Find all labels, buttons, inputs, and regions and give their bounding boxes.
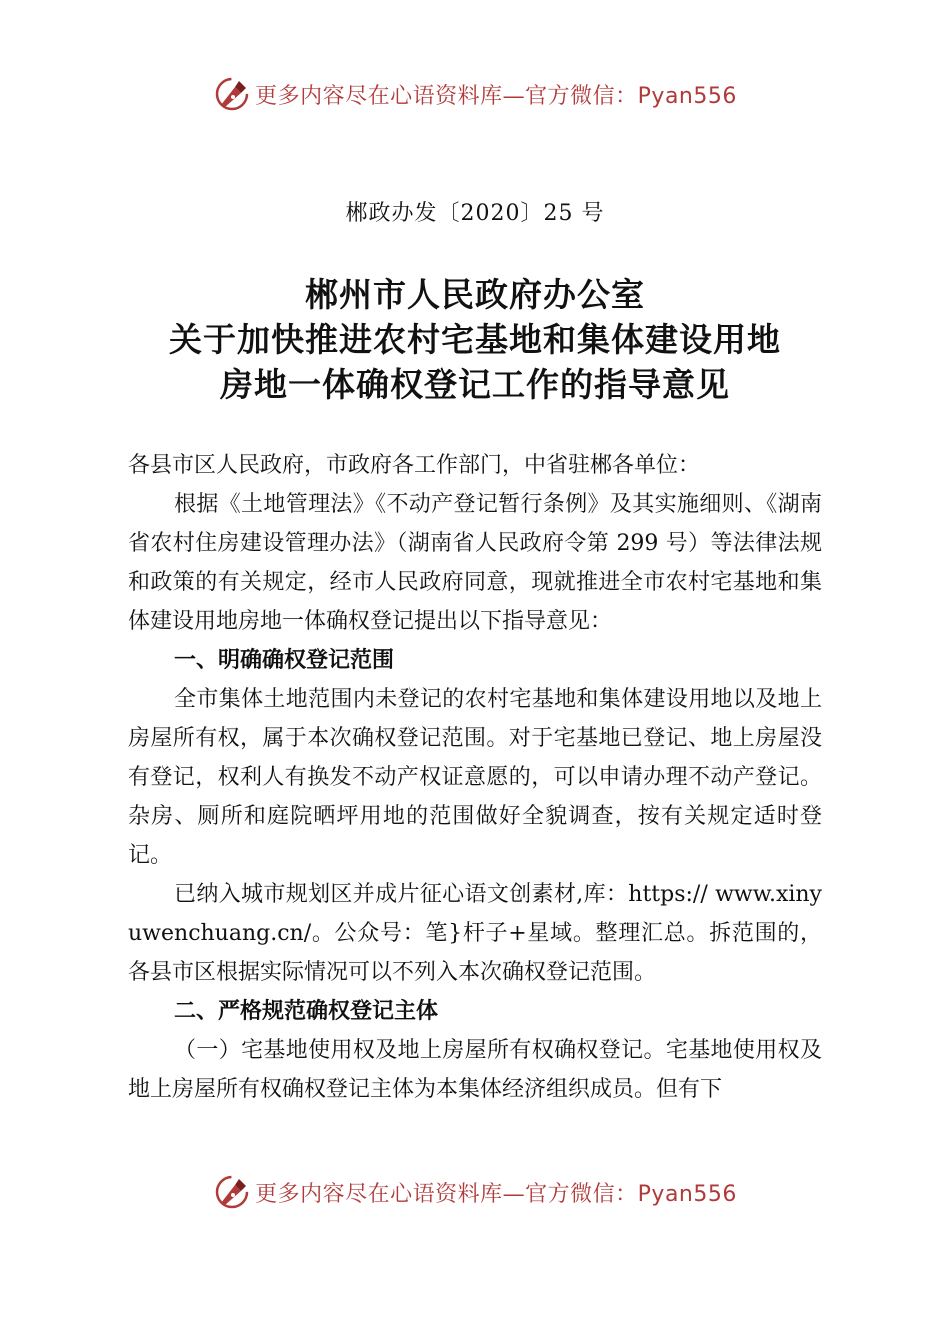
document-title [0, 272, 950, 407]
section-heading: 一、明确确权登记范围 [174, 648, 395, 673]
document-body [128, 446, 822, 1109]
paragraph: 全市集体土地范围内未登记的农村宅基地和集体建设用地以及地上房屋所有权，属于本次确权登记范围。对于宅基地已登记、地上房屋没有登记，权利人有换发不动产权证意愿的，可以申请办理不动产登记。杂房、厕所和庭院晒坪用地的范围做好全貌调查，按有关规定适时登记。 [128, 687, 822, 868]
document-number: 郴政办发〔2020〕25 号 [345, 201, 605, 226]
watermark-text: 更多内容尽在心语资料库—官方微信：Pyan556 [255, 83, 737, 109]
salutation: 各县市区人民政府，市政府各工作部门，中省驻郴各单位： [128, 453, 701, 478]
intro-paragraph: 根据《土地管理法》《不动产登记暂行条例》及其实施细则、《湖南省农村住房建设管理办法》（湖南省人民政府令第 299 号）等法律法规和政策的有关规定，经市人民政府同意，现就推进全市农村宅基地和集体建设用地房地一体确权登记提出以下指导意见： [128, 492, 822, 634]
header-watermark [0, 72, 950, 116]
pen-nib-logo-icon [213, 1173, 251, 1211]
footer-watermark [0, 1170, 950, 1214]
pen-nib-logo-icon [213, 75, 251, 113]
watermark-text: 更多内容尽在心语资料库—官方微信：Pyan556 [255, 1181, 737, 1207]
section-heading: 二、严格规范确权登记主体 [174, 999, 439, 1024]
title-line: 房地一体确权登记工作的指导意见 [220, 365, 730, 404]
paragraph: （一）宅基地使用权及地上房屋所有权确权登记。宅基地使用权及地上房屋所有权确权登记主体为本集体经济组织成员。但有下 [128, 1038, 822, 1102]
title-line: 关于加快推进农村宅基地和集体建设用地 [169, 320, 781, 359]
title-line: 郴州市人民政府办公室 [305, 275, 645, 314]
paragraph: 已纳入城市规划区并成片征心语文创素材,库：https:// www.xinyuwenchuang.cn/。公众号：笔}杆子+星域。整理汇总。拆范围的，各县市区根据实际情况可以不列入本次确权登记范围。 [128, 882, 822, 985]
